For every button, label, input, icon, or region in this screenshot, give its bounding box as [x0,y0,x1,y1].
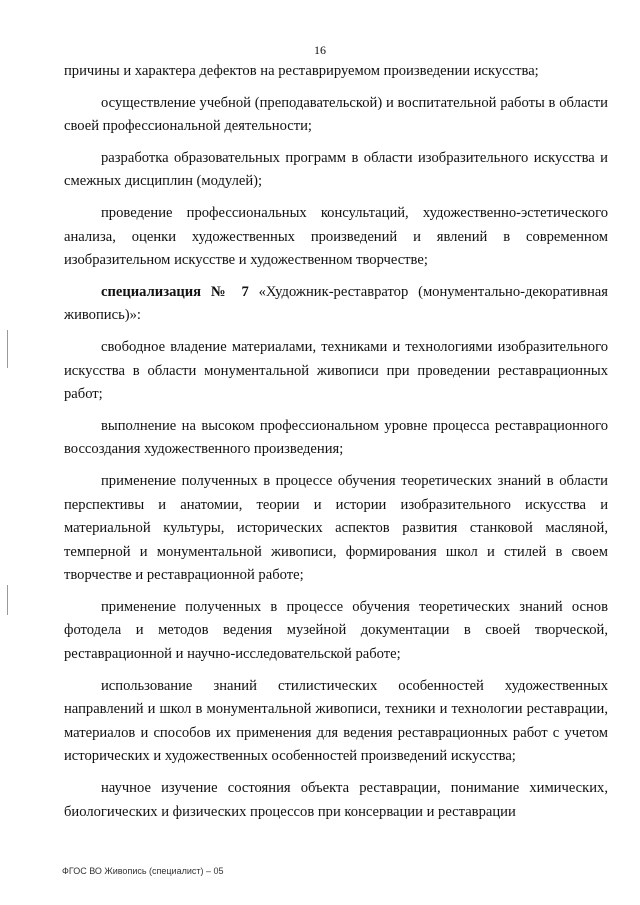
paragraph: проведение профессиональных консультаций, художественно-эстетического анализа, оценки художественных произведений и явлений в современном изобразительном искусстве и художественном творчестве; [64,204,608,269]
specialization-heading: специализация № 7 «Художник-реставратор (монументально-декоративная живопись)»: [64,283,608,324]
paragraph: свободное владение материалами, техниками и технологиями изобразительного искусства в области монументальной живописи при проведении реставрационных работ; [64,338,608,403]
document-body [64,60,608,824]
paragraph: использование знаний стилистических особенностей художественных направлений и школ в монументальной живописи, техники и технологии реставрации, материалов и способов их применения для ведения реставрационных работ с учетом исторических и художественных особенностей произведений искусства; [64,677,608,765]
paragraph: научное изучение состояния объекта реставрации, понимание химических, биологических и физических процессов при консервации и реставрации [64,780,608,820]
specialization-label: специализация № 7 [101,283,249,300]
page-footer: ФГОС ВО Живопись (специалист) – 05 [62,866,224,876]
page-number: 16 [314,43,326,57]
margin-mark [7,585,8,615]
paragraph: выполнение на высоком профессиональном уровне процесса реставрационного воссоздания художественного произведения; [64,417,608,458]
paragraph: разработка образовательных программ в области изобразительного искусства и смежных дисциплин (модулей); [64,149,608,190]
paragraph: применение полученных в процессе обучения теоретических знаний основ фотодела и методов ведения музейной документации в своей творческой, реставрационной и научно-исследовательской работе; [64,598,608,663]
paragraph: причины и характера дефектов на реставрируемом произведении искусства; [64,63,539,79]
paragraph: осуществление учебной (преподавательской) и воспитательной работы в области своей профессиональной деятельности; [64,94,608,135]
paragraph: применение полученных в процессе обучения теоретических знаний в области перспективы и анатомии, теории и истории изобразительного искусства и материальной культуры, исторических аспектов развития станковой масляной, темперной и монументальной живописи, формирования школ и стилей в своем творчестве и реставрационной работе; [64,472,608,584]
margin-mark [7,330,8,368]
